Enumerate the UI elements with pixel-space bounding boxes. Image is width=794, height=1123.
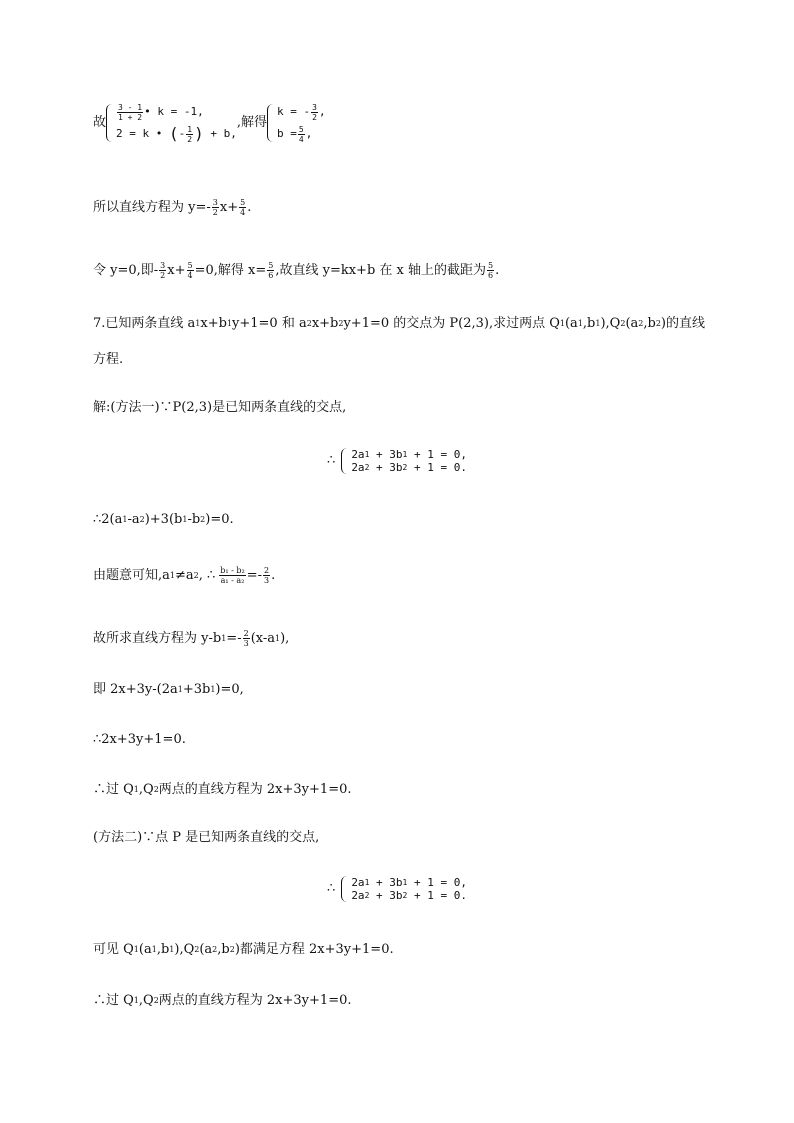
text: ≠a	[174, 567, 194, 583]
result-line	[93, 732, 186, 748]
subscript: 2	[229, 945, 235, 954]
text: + 3b	[369, 888, 403, 902]
text: .	[495, 262, 500, 278]
frac-den: 3	[264, 576, 270, 585]
text: + 1 = 0,	[407, 875, 467, 889]
prefix-text: 故	[93, 115, 107, 130]
frac-num: 5	[298, 124, 304, 134]
text: )=0.	[205, 512, 234, 527]
subscript: 1	[364, 877, 370, 887]
text: (x-a	[250, 630, 276, 646]
text: =0,解得 x=	[194, 262, 267, 278]
frac-num: 2	[243, 629, 249, 638]
eq-text: + b,	[210, 127, 237, 140]
frac-den: 2	[187, 134, 193, 144]
subscript: 1	[221, 633, 227, 643]
eq-text: ,	[318, 105, 326, 118]
left-system	[106, 104, 237, 142]
text: y+1=0 和 a	[232, 316, 307, 331]
system	[341, 876, 467, 902]
problem-7-continuation	[93, 352, 123, 368]
text: (a	[564, 316, 578, 331]
frac-num: 5	[268, 261, 274, 270]
text: =-	[226, 630, 242, 646]
text: + 3b	[369, 447, 403, 461]
line-eq-point-slope	[93, 629, 289, 648]
subscript: 2	[620, 319, 626, 328]
text: ,b	[217, 942, 230, 957]
subscript: 1	[151, 945, 157, 954]
subscript: 1	[595, 319, 601, 328]
text: ∴过 Q	[93, 782, 134, 797]
subscript: 2	[306, 319, 312, 328]
frac-num: 3	[312, 102, 317, 112]
subscript: 2	[153, 996, 159, 1005]
text: ,故直线 y=kx+b 在 x 轴上的截距为	[275, 262, 486, 278]
subscript: 1	[402, 449, 408, 459]
line-equation	[93, 198, 251, 217]
text: 令 y=0,即-	[93, 262, 159, 278]
subscript: 1	[169, 945, 175, 954]
subscript: 1	[177, 685, 183, 694]
subscript: 1	[182, 515, 188, 524]
text: =-	[246, 567, 263, 583]
subscript: 2	[212, 945, 218, 954]
text: ∴2(a	[93, 512, 123, 527]
frac-num: 3	[160, 261, 166, 270]
eq-text: -	[178, 127, 186, 140]
left-brace	[106, 104, 113, 142]
text: 2a	[351, 875, 365, 889]
text: ,b	[643, 316, 656, 331]
text: 两点的直线方程为 2x+3y+1=0.	[158, 782, 352, 797]
frac-den: 2	[160, 271, 166, 280]
subscript: 2	[402, 462, 408, 472]
eq-text: 2 = k •	[116, 127, 163, 140]
eq-text: k = -	[277, 105, 311, 118]
text: 故所求直线方程为 y-b	[93, 630, 222, 646]
text: 可见 Q	[93, 942, 134, 957]
text: + 3b	[369, 460, 403, 474]
system	[341, 448, 467, 474]
subscript: 2	[364, 462, 370, 472]
subscript: 1	[133, 945, 139, 954]
subscript: 1	[275, 633, 281, 643]
frac-num: 5	[240, 198, 246, 207]
text: ∴2x+3y+1=0.	[93, 732, 186, 747]
text: 2a	[351, 460, 365, 474]
subscript: 1	[169, 570, 175, 580]
centered-system-1	[0, 448, 794, 474]
subscript: 1	[364, 449, 370, 459]
text: ),Q	[600, 316, 621, 331]
text: + 1 = 0.	[407, 888, 467, 902]
text: .	[271, 567, 276, 583]
conclusion-2	[93, 993, 351, 1009]
text: )的直线	[660, 316, 705, 331]
frac-den: 4	[240, 208, 246, 217]
frac-num: 3 - 1	[118, 102, 143, 112]
paren: (	[169, 124, 179, 143]
frac-num: 5	[488, 261, 494, 270]
text: + 1 = 0.	[407, 460, 467, 474]
text: +3b	[182, 682, 211, 697]
text: ,b	[582, 316, 596, 331]
text: x+b	[311, 316, 339, 331]
frac-den: 2	[312, 112, 317, 122]
subscript: 2	[638, 319, 644, 328]
text: 2a	[351, 888, 365, 902]
conclusion-1	[93, 782, 351, 798]
subscript: 1	[133, 785, 139, 794]
text: )都满足方程 2x+3y+1=0.	[234, 942, 394, 957]
text: y+1=0 的交点为 P(2,3),求过两点 Q	[343, 316, 560, 331]
text: .	[247, 199, 252, 215]
right-system	[267, 104, 326, 142]
problem-7-statement	[93, 316, 705, 332]
verification-line	[93, 942, 394, 958]
frac-den: 6	[268, 271, 274, 280]
subscript: 2	[139, 515, 145, 524]
centered-system-2	[0, 876, 794, 902]
subscript: 2	[194, 945, 200, 954]
text: + 3b	[369, 875, 403, 889]
text: (a	[138, 942, 152, 957]
eq-text: b =	[277, 127, 297, 140]
text: ,Q	[138, 782, 154, 797]
text: )+3(b	[144, 512, 183, 527]
text: x+	[219, 199, 239, 215]
text: ),	[280, 630, 290, 646]
frac-den: 3	[243, 639, 249, 648]
subscript: 2	[655, 319, 661, 328]
text: x+b	[200, 316, 227, 331]
text: + 1 = 0,	[407, 447, 467, 461]
text: 即 2x+3y-(2a	[93, 682, 178, 697]
subscript: 1	[577, 319, 583, 328]
text: 2a	[351, 447, 365, 461]
text: (a	[199, 942, 213, 957]
text: -b	[187, 512, 201, 527]
subscript: 1	[133, 996, 139, 1005]
subscript: 2	[338, 319, 344, 328]
frac-den: a₁ - a₂	[220, 576, 245, 585]
text: ,Q	[138, 993, 154, 1008]
frac-num: 2	[264, 566, 270, 575]
subscript: 2	[153, 785, 159, 794]
text: )=0,	[215, 682, 244, 697]
subscript: 2	[364, 890, 370, 900]
equation-system-line	[93, 104, 326, 142]
frac-num: b₁ - b₂	[220, 566, 245, 575]
text: x+	[167, 262, 186, 278]
slope-line	[93, 566, 275, 585]
subscript: 2	[200, 515, 206, 524]
subscript: 1	[210, 685, 216, 694]
solve-text: ,解得	[236, 115, 267, 130]
subscript: 1	[226, 319, 233, 328]
intercept-line	[93, 261, 499, 280]
subscript: 2	[193, 570, 199, 580]
text: 两点的直线方程为 2x+3y+1=0.	[158, 993, 352, 1008]
frac-num: 3	[212, 198, 218, 207]
left-brace	[341, 876, 348, 902]
subscript: 1	[195, 319, 201, 328]
text: 由题意可知,a	[93, 567, 170, 583]
subscript: 1	[559, 319, 565, 328]
subscript: 2	[402, 890, 408, 900]
frac-den: 6	[488, 271, 494, 280]
therefore-symbol: ∴	[327, 453, 336, 468]
eq-text: ,	[305, 127, 313, 140]
text: 方程.	[93, 352, 124, 367]
eq-text: • k = -1,	[144, 105, 204, 118]
left-brace	[267, 104, 274, 142]
subscript: 1	[402, 877, 408, 887]
text: 解:(方法一)∵P(2,3)是已知两条直线的交点,	[93, 400, 347, 415]
text: 7.已知两条直线 a	[93, 316, 196, 331]
left-brace	[341, 448, 348, 474]
text: ,b	[156, 942, 170, 957]
solution-method-1	[93, 400, 346, 416]
frac-den: 4	[298, 134, 304, 144]
frac-num: 5	[187, 261, 193, 270]
text: (方法二)∵点 P 是已知两条直线的交点,	[93, 830, 320, 845]
derived-equation	[93, 512, 234, 528]
frac-den: 4	[187, 271, 193, 280]
paren: )	[194, 124, 204, 143]
text: -a	[127, 512, 140, 527]
therefore-symbol: ∴	[327, 881, 336, 896]
solution-method-2	[93, 830, 319, 846]
frac-num: 1	[187, 124, 193, 134]
frac-den: 2	[212, 208, 218, 217]
expanded-line	[93, 682, 244, 698]
text: ),Q	[174, 942, 195, 957]
frac-den: 1 + 2	[118, 112, 143, 122]
text: 所以直线方程为 y=-	[93, 199, 211, 215]
text: (a	[625, 316, 639, 331]
subscript: 1	[122, 515, 128, 524]
text: ∴过 Q	[93, 993, 134, 1008]
text: , ∴	[198, 567, 216, 583]
